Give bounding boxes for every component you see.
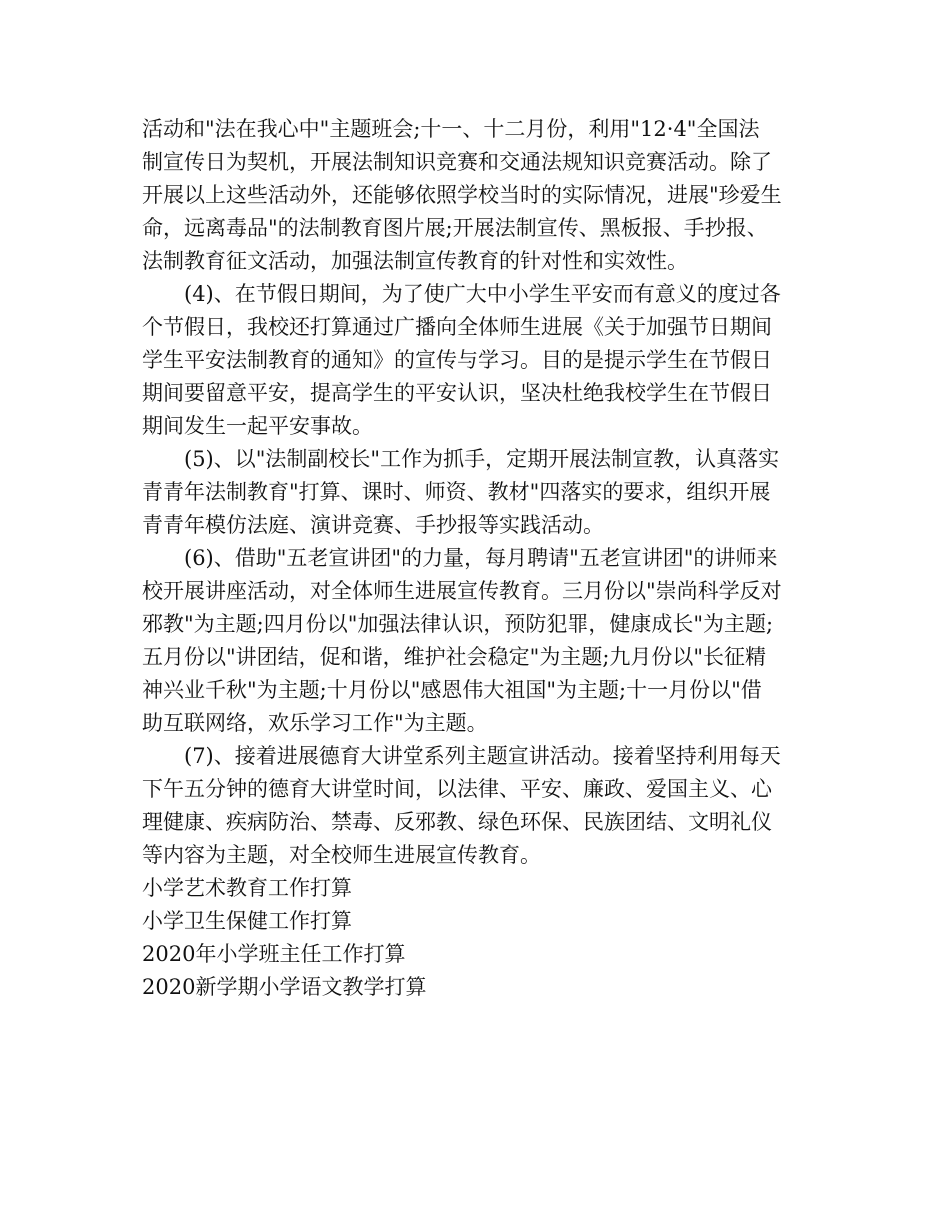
paragraph	[142, 278, 822, 443]
related-link[interactable]: 小学艺术教育工作打算	[142, 876, 352, 900]
text-line: 助互联网络，欢乐学习工作"为主题。	[142, 711, 488, 735]
text-line: 青青年模仿法庭、演讲竞赛、手抄报等实践活动。	[142, 513, 604, 537]
text-line: 制宣传日为契机，开展法制知识竞赛和交通法规知识竞赛活动。除了	[142, 150, 772, 174]
text-line: 开展以上这些活动外，还能够依照学校当时的实际情况，进展"珍爱生	[142, 183, 782, 207]
related-link[interactable]: 小学卫生保健工作打算	[142, 909, 352, 933]
text-line: (5)、以"法制副校长"工作为抓手，定期开展法制宣教，认真落实	[184, 447, 780, 471]
text-line: 活动和"法在我心中"主题班会;十一、十二月份，利用"12·4"全国法	[142, 117, 760, 141]
text-line: 命，远离毒品"的法制教育图片展;开展法制宣传、黑板报、手抄报、	[142, 216, 768, 240]
paragraph	[142, 113, 822, 278]
related-link[interactable]: 2020年小学班主任工作打算	[142, 942, 406, 966]
related-link[interactable]: 2020新学期小学语文教学打算	[142, 975, 427, 999]
text-line: 等内容为主题，对全校师生进展宣传教育。	[142, 843, 541, 867]
text-line: 校开展讲座活动，对全体师生进展宣传教育。三月份以"崇尚科学反对	[142, 579, 782, 603]
text-line: (7)、接着进展德育大讲堂系列主题宣讲活动。接着坚持利用每天	[184, 744, 781, 768]
text-line: 邪教"为主题;四月份以"加强法律认识，预防犯罪，健康成长"为主题;	[142, 612, 774, 636]
paragraph	[142, 542, 822, 740]
paragraph	[142, 740, 822, 872]
text-line: 理健康、疾病防治、禁毒、反邪教、绿色环保、民族团结、文明礼仪	[142, 810, 772, 834]
text-line: 法制教育征文活动，加强法制宣传教育的针对性和实效性。	[142, 249, 688, 273]
text-line: 五月份以"讲团结，促和谐，维护社会稳定"为主题;九月份以"长征精	[142, 645, 767, 669]
text-line: 个节假日，我校还打算通过广播向全体师生进展《关于加强节日期间	[142, 315, 772, 339]
text-line: 下午五分钟的德育大讲堂时间，以法律、平安、廉政、爱国主义、心	[142, 777, 772, 801]
text-line: (4)、在节假日期间，为了使广大中小学生平安而有意义的度过各	[184, 282, 781, 306]
text-line: 期间发生一起平安事故。	[142, 414, 373, 438]
text-line: 神兴业千秋"为主题;十月份以"感恩伟大祖国"为主题;十一月份以"借	[142, 678, 762, 702]
text-line: (6)、借助"五老宣讲团"的力量，每月聘请"五老宣讲团"的讲师来	[184, 546, 778, 570]
text-line: 学生平安法制教育的通知》的宣传与学习。目的是提示学生在节假日	[142, 348, 772, 372]
paragraph	[142, 443, 822, 542]
text-line: 青青年法制教育"打算、课时、师资、教材"四落实的要求，组织开展	[142, 480, 771, 504]
document-body	[142, 113, 822, 1004]
text-line: 期间要留意平安，提高学生的平安认识，坚决杜绝我校学生在节假日	[142, 381, 772, 405]
related-links	[142, 872, 822, 1004]
